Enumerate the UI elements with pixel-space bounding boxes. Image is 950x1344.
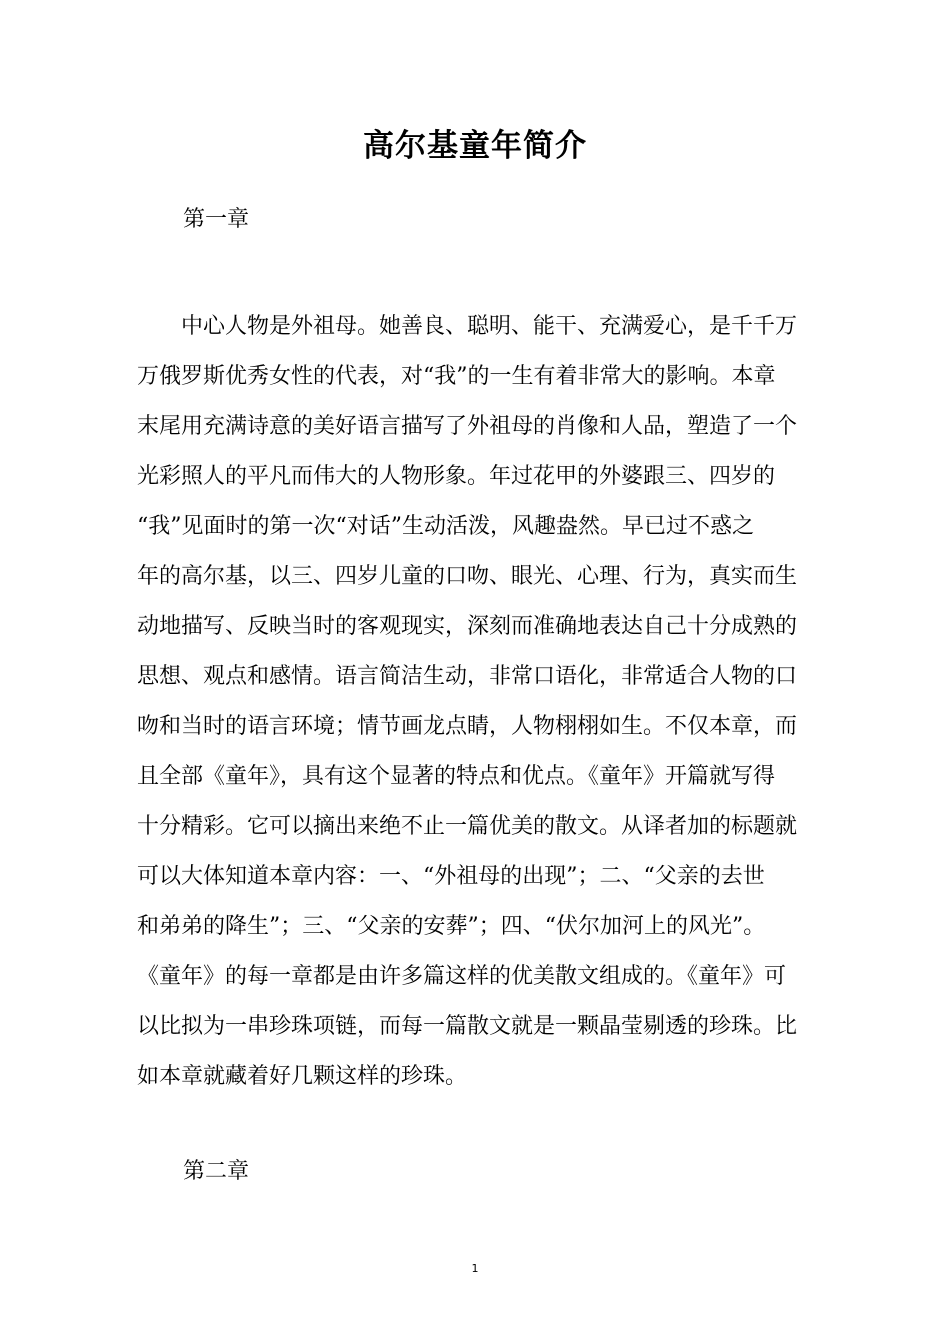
paragraph-line: 如本章就藏着好几颗这样的珍珠。: [137, 1064, 468, 1089]
paragraph-line: 十分精彩。它可以摘出来绝不止一篇优美的散文。从译者加的标题就: [137, 814, 798, 839]
paragraph-line: 《童年》的每一章都是由许多篇这样的优美散文组成的。《童年》可: [137, 964, 787, 989]
paragraph-line: “我”见面时的第一次“对话”生动活泼，风趣盎然。早已过不惑之: [137, 514, 754, 539]
paragraph-line: 且全部《童年》，具有这个显著的特点和优点。《童年》开篇就写得: [137, 764, 776, 789]
paragraph-line: 末尾用充满诗意的美好语言描写了外祖母的肖像和人品，塑造了一个: [137, 414, 798, 439]
chapter-one-heading: 第一章: [183, 207, 250, 232]
chapter-one-paragraph: [137, 302, 813, 1102]
document-title: 高尔基童年简介: [363, 128, 587, 164]
paragraph-line: 光彩照人的平凡而伟大的人物形象。年过花甲的外婆跟三、四岁的: [137, 464, 776, 489]
paragraph-line: 思想、观点和感情。语言简洁生动，非常口语化，非常适合人物的口: [137, 664, 798, 689]
paragraph-line: 和弟弟的降生”；三、“父亲的安葬”；四、“伏尔加河上的风光”。: [137, 914, 766, 939]
paragraph-line: 可以大体知道本章内容：一、“外祖母的出现”；二、“父亲的去世: [137, 864, 765, 889]
paragraph-line: 年的高尔基，以三、四岁儿童的口吻、眼光、心理、行为，真实而生: [137, 564, 798, 589]
paragraph-line: 万俄罗斯优秀女性的代表，对“我”的一生有着非常大的影响。本章: [137, 364, 776, 389]
page-number: 1: [471, 1262, 479, 1275]
paragraph-line: 中心人物是外祖母。她善良、聪明、能干、充满爱心，是千千万: [181, 314, 798, 339]
paragraph-line: 动地描写、反映当时的客观现实，深刻而准确地表达自己十分成熟的: [137, 614, 798, 639]
chapter-two-heading: 第二章: [183, 1159, 250, 1184]
paragraph-line: 以比拟为一串珍珠项链，而每一篇散文就是一颗晶莹剔透的珍珠。比: [137, 1014, 798, 1039]
paragraph-line: 吻和当时的语言环境；情节画龙点睛，人物栩栩如生。不仅本章，而: [137, 714, 798, 739]
